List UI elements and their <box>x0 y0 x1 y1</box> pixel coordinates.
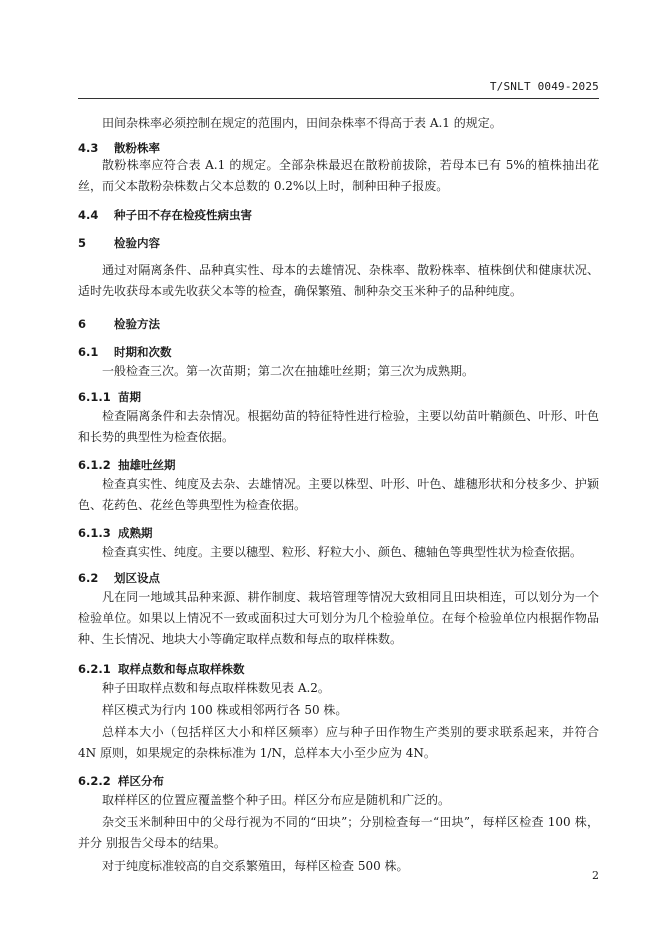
heading-6-1-3 <box>78 525 153 541</box>
paragraph-6-2-1-c: 总样本大小（包括样区大小和样区频率）应与种子田作物生产类别的要求联系起来，并符合 4N 原则，如果规定的杂株标准为 1/N，总样本大小至少应为 4N。 <box>78 725 599 760</box>
paragraph-6-1-2: 检查真实性、纯度及去杂、去雄情况。主要以株型、叶形、叶色、雄穗形状和分枝多少、护颖色、花药色、花丝色等典型性为检查依据。 <box>78 477 599 512</box>
heading-number: 4.4 <box>78 208 99 222</box>
heading-6-1 <box>78 344 172 360</box>
paragraph-6-1-1: 检查隔离条件和去杂情况。根据幼苗的特征特性进行检验，主要以幼苗叶鞘颜色、叶形、叶色和长势的典型性为检查依据。 <box>78 409 599 444</box>
heading-title: 取样点数和每点取样株数 <box>118 662 245 676</box>
header-rule <box>78 98 599 99</box>
heading-number: 4.3 <box>78 141 99 155</box>
heading-title: 苗期 <box>118 390 141 404</box>
heading-number: 6.1 <box>78 345 99 359</box>
paragraph-6-2-2-b: 杂交玉米制种田中的父母行视为不同的“田块”；分别检查每一“田块”，每样区检查 100 株，并分 别报告父母本的结果。 <box>78 815 599 850</box>
heading-4-3 <box>78 140 160 156</box>
heading-title: 抽雄吐丝期 <box>118 458 176 472</box>
paragraph-6-2-1-a: 种子田取样点数和每点取样株数见表 A.2。 <box>102 681 330 695</box>
heading-title: 时期和次数 <box>114 345 172 359</box>
doc-code: T/SNLT 0049-2025 <box>489 80 599 93</box>
paragraph-6-2-2-a: 取样样区的位置应覆盖整个种子田。样区分布应是随机和广泛的。 <box>102 793 451 807</box>
heading-number: 6.1.3 <box>78 526 111 540</box>
heading-title: 样区分布 <box>118 774 164 788</box>
heading-number: 6.2.1 <box>78 662 111 676</box>
heading-title: 种子田不存在检疫性病虫害 <box>114 208 252 222</box>
heading-6-2-2 <box>78 773 164 789</box>
heading-title: 成熟期 <box>118 526 153 540</box>
heading-title: 散粉株率 <box>114 141 160 155</box>
paragraph-6-2-1-b: 样区模式为行内 100 株或相邻两行各 50 株。 <box>102 703 348 717</box>
heading-number: 6.2 <box>78 571 99 585</box>
paragraph-6-2-2-c: 对于纯度标准较高的自交系繁殖田，每样区检查 500 株。 <box>102 859 409 873</box>
heading-title: 检验内容 <box>114 236 160 250</box>
page-number: 2 <box>592 869 599 882</box>
heading-5 <box>78 235 160 251</box>
heading-4-4 <box>78 207 252 223</box>
heading-6-2 <box>78 570 160 586</box>
paragraph-4-3: 散粉株率应符合表 A.1 的规定。全部杂株最迟在散粉前拔除，若母本已有 5%的植株抽出花丝，而父本散粉杂株数占父本总数的 0.2%以上时，制种田种子报废。 <box>78 158 599 193</box>
heading-number: 5 <box>78 236 87 250</box>
heading-6 <box>78 316 160 332</box>
heading-6-2-1 <box>78 661 245 677</box>
heading-number: 6.1.2 <box>78 458 111 472</box>
heading-6-1-1 <box>78 389 141 405</box>
paragraph-6-1-3: 检查真实性、纯度。主要以穗型、粒形、籽粒大小、颜色、穗轴色等典型性状为检查依据。 <box>102 545 583 559</box>
heading-6-1-2 <box>78 457 176 473</box>
heading-number: 6 <box>78 317 87 331</box>
heading-number: 6.2.2 <box>78 774 111 788</box>
paragraph-5: 通过对隔离条件、品种真实性、母本的去雄情况、杂株率、散粉株率、植株倒伏和健康状况、适时先收获母本或先收获父本等的检查，确保繁殖、制种杂交玉米种子的品种纯度。 <box>78 263 599 298</box>
heading-number: 6.1.1 <box>78 390 111 404</box>
paragraph-4-2-continued: 田间杂株率必须控制在规定的范围内，田间杂株率不得高于表 A.1 的规定。 <box>102 116 502 130</box>
paragraph-6-2: 凡在同一地域其品种来源、耕作制度、栽培管理等情况大致相同且田块相连，可以划分为一个检验单位。如果以上情况不一致或面积过大可划分为几个检验单位。在每个检验单位内根据作物品种、生长情况、地块大小等确定取样点数和每点的取样株数。 <box>78 590 599 646</box>
heading-title: 划区设点 <box>114 571 160 585</box>
heading-title: 检验方法 <box>114 317 160 331</box>
paragraph-6-1: 一般检查三次。第一次苗期；第二次在抽雄吐丝期；第三次为成熟期。 <box>102 364 475 378</box>
